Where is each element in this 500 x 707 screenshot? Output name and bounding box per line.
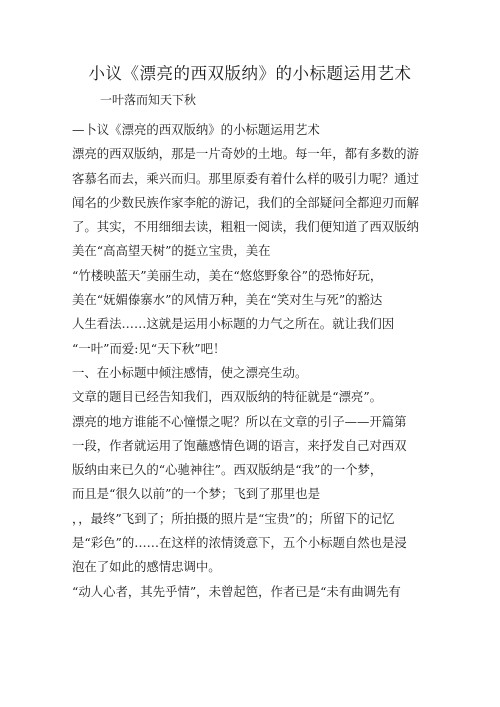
body-line: 闻名的少数民族作家李舵的游记，我们的全部疑问全都迎刃而解 [72,194,419,210]
body-line: 客慕名而去，乘兴而归。那里原委有着什么样的吸引力呢？通过 [72,170,419,186]
body-line: “竹楼映蓝天”美丽生动，美在“悠悠野象谷”的恐怖好玩， [72,267,383,283]
body-line: 漂亮的西双版纳，那是一片奇妙的土地。每一年，都有多数的游 [72,146,419,162]
body-line: 而且是“很久以前”的一个梦；飞到了那里也是 [72,486,321,502]
body-line: 文章的题目已经告知我们，西双版纳的特征就是“漂亮”。 [72,389,383,405]
body-line: 版纳由来已久的“心驰神往”。西双版纳是“我”的一个梦， [72,462,383,478]
body-line: 了。其实，不用细细去读，粗粗一阅读，我们便知道了西双版纳 [72,219,419,235]
document-subtitle: 一叶落而知天下秋 [100,93,197,107]
body-line: “动人心者，其先乎情”，未曾起笆，作者已是“未有曲调先有 [72,583,401,599]
body-line: —卜议《漂亮的西双版纳》的小标题运用艺术 [72,122,320,137]
body-line: 美在“妩媚傣寨水”的风情万种，美在“笑对生与死”的豁达 [72,292,383,308]
body-line: “一叶”而爱:见“天下秋”吧！ [72,340,226,356]
document-body [72,118,442,604]
body-line: 人生看法……这就是运用小标题的力气之所在。就让我们因 [72,316,395,332]
body-line: ，，最终”飞到了；所拍摄的照片是“宝贵”的；所留下的记忆 [72,510,395,526]
document-title: 小议《漂亮的西双版纳》的小标题运用艺术 [88,64,412,83]
body-line: 一段，作者就运用了饱蘸感情色调的语言，来抒发自己对西双 [72,437,407,453]
body-line: 美在“高高望天树”的挺立宝贵，美在 [72,243,271,259]
body-line: 漂亮的地方谁能不心憧憬之呢？所以在文章的引子——开篇第 [72,413,407,429]
body-line: 是“彩色”的……在这样的浓情烫意下，五个小标题自然也是浸 [72,535,407,551]
section-heading: 一、在小标题中倾注感情，使之漂亮生动。 [72,364,308,380]
body-line: 泡在了如此的感情忠调中。 [72,559,221,575]
